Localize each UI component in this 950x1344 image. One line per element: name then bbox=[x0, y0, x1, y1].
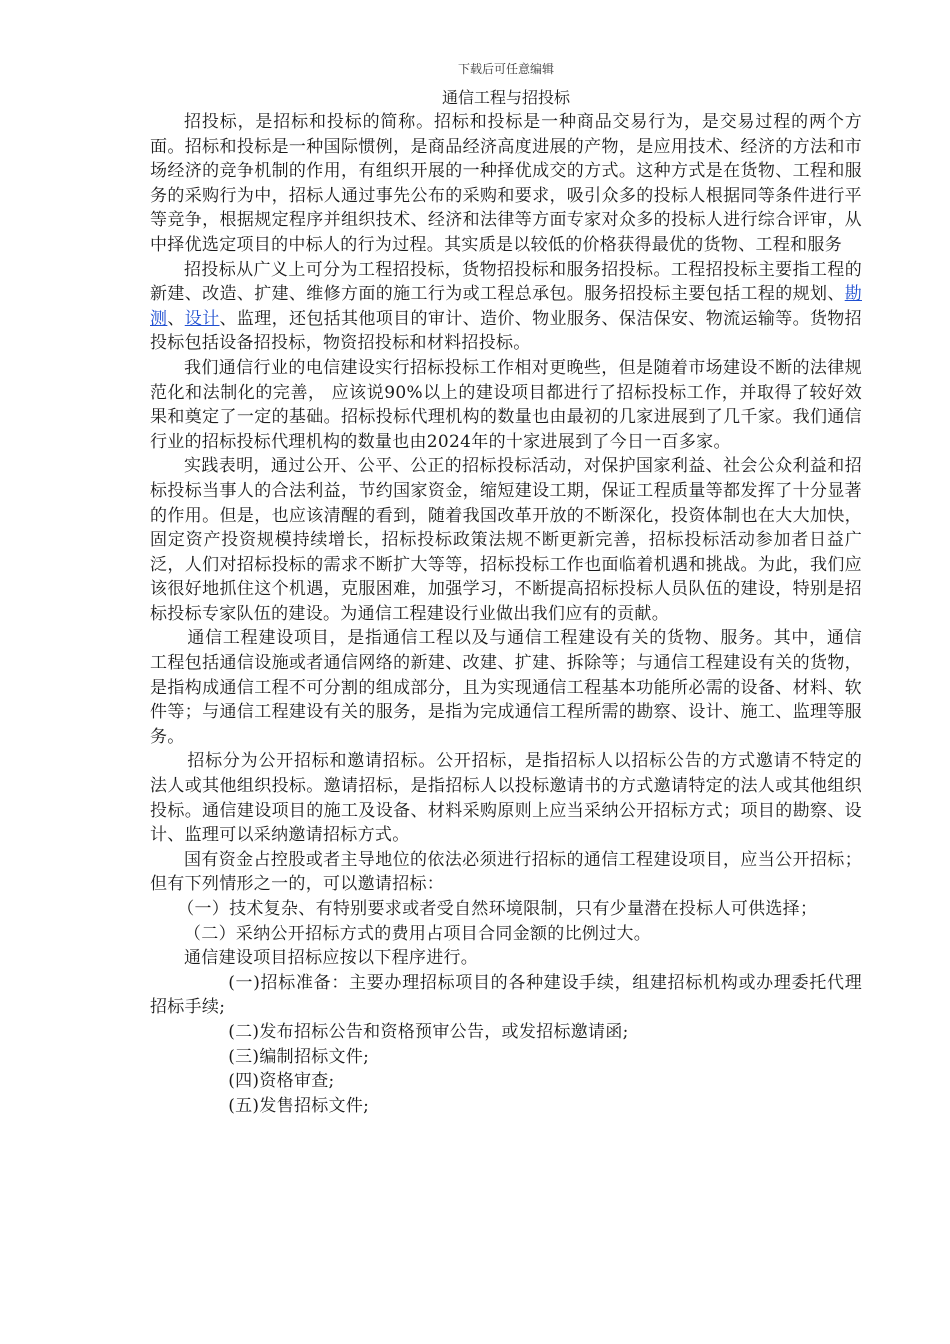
paragraph-practice: 实践表明，通过公开、公平、公正的招标投标活动，对保护国家利益、社会公众利益和招标投标当事人的合法利益，节约国家资金，缩短建设工期，保证工程质量等都发挥了十分显著的作用。但是，也应该清醒的看到，随着我国改革开放的不断深化，投资体制也在大大加快，固定资产投资规模持续增长，招标投标政策法规不断更新完善，招标投标活动参加者日益广泛，人们对招标投标的需求不断扩大等等，招标投标工作也面临着机遇和挑战。为此，我们应该很好地抓住这个机遇，克服困难，加强学习，不断提高招标投标人员队伍的建设，特别是招标投标专家队伍的建设。为通信工程建设行业做出我们应有的贡献。 bbox=[150, 456, 862, 624]
document-page bbox=[150, 60, 862, 1118]
document-title: 通信工程与招投标 bbox=[441, 88, 570, 107]
procedure-step: (三)编制招标文件; bbox=[228, 1046, 370, 1067]
paragraph-state-funds: 国有资金占控股或者主导地位的依法必须进行招标的通信工程建设项目，应当公开招标；但有下列情形之一的，可以邀请招标： bbox=[150, 849, 862, 895]
link-survey[interactable]: 勘测 bbox=[150, 284, 862, 329]
paragraph-condition-2: （二）采纳公开招标方式的费用占项目合同金额的比例过大。 bbox=[184, 923, 652, 944]
procedure-step: (一)招标准备：主要办理招标项目的各种建设手续，组建招标机构或办理委托代理招标手续; bbox=[150, 972, 862, 1018]
procedure-step: (二)发布招标公告和资格预审公告，或发招标邀请函; bbox=[228, 1021, 629, 1042]
procedure-step: (四)资格审查; bbox=[228, 1071, 335, 1092]
separator: 、 bbox=[167, 308, 185, 329]
procedure-step: (五)发售招标文件; bbox=[228, 1095, 370, 1116]
paragraph-procedure-intro: 通信建设项目招标应按以下程序进行。 bbox=[184, 948, 479, 969]
paragraph-telecom-history: 我们通信行业的电信建设实行招标投标工作相对更晚些，但是随着市场建设不断的法律规范化和法制化的完善， 应该说90%以上的建设项目都进行了招标投标工作，并取得了较好效果和奠定了一定的基础。招标投标代理机构的数量也由最初的几家进展到了几千家。我们通信行业的招标投标代理机构的数量也由2024年的十家进展到了今日一百多家。 bbox=[150, 357, 862, 452]
paragraph-bidding-types: 招标分为公开招标和邀请招标。公开招标，是指招标人以招标公告的方式邀请不特定的法人或其他组织投标。邀请招标，是指招标人以投标邀请书的方式邀请特定的法人或其他组织投标。通信建设项目的施工及设备、材料采购原则上应当采纳公开招标方式；项目的勘察、设计、监理可以采纳邀请招标方式。 bbox=[150, 751, 862, 846]
paragraph-condition-1: （一）技术复杂、有特别要求或者受自然环境限制，只有少量潜在投标人可供选择； bbox=[177, 899, 818, 919]
paragraph-definition: 招投标，是招标和投标的简称。招标和投标是一种商品交易行为，是交易过程的两个方面。招标和投标是一种国际惯例，是商品经济高度进展的产物，是应用技术、经济的方法和市场经济的竞争机制的作用，有组织开展的一种择优成交的方式。这种方式是在货物、工程和服务的采购行为中，招标人通过事先公布的采购和要求，吸引众多的投标人根据同等条件进行平等竞争，根据规定程序并组织技术、经济和法律等方面专家对众多的投标人进行综合评审，从中择优选定项目的中标人的行为过程。其实质是以较低的价格获得最优的货物、工程和服务 bbox=[150, 112, 862, 255]
link-design[interactable]: 设计 bbox=[184, 308, 220, 329]
paragraph-scope bbox=[150, 258, 862, 356]
paragraph-scope-text-b: 、监理，还包括其他项目的审计、造价、物业服务、保洁保安、物流运输等。货物招投标包括设备招投标，物资招投标和材料招投标。 bbox=[150, 308, 862, 354]
header-note: 下载后可任意编辑 bbox=[457, 62, 554, 76]
paragraph-scope-text-a: 招投标从广义上可分为工程招投标，货物招投标和服务招投标。工程招投标主要指工程的新建、改造、扩建、维修方面的施工行为或工程总承包。服务招投标主要包括工程的规划、 bbox=[150, 259, 862, 305]
paragraph-project-definition: 通信工程建设项目，是指通信工程以及与通信工程建设有关的货物、服务。其中，通信工程包括通信设施或者通信网络的新建、改建、扩建、拆除等；与通信工程建设有关的货物，是指构成通信工程不可分割的组成部分，且为实现通信工程基本功能所必需的设备、材料、软件等；与通信工程建设有关的服务，是指为完成通信工程所需的勘察、设计、施工、监理等服务。 bbox=[150, 628, 862, 747]
